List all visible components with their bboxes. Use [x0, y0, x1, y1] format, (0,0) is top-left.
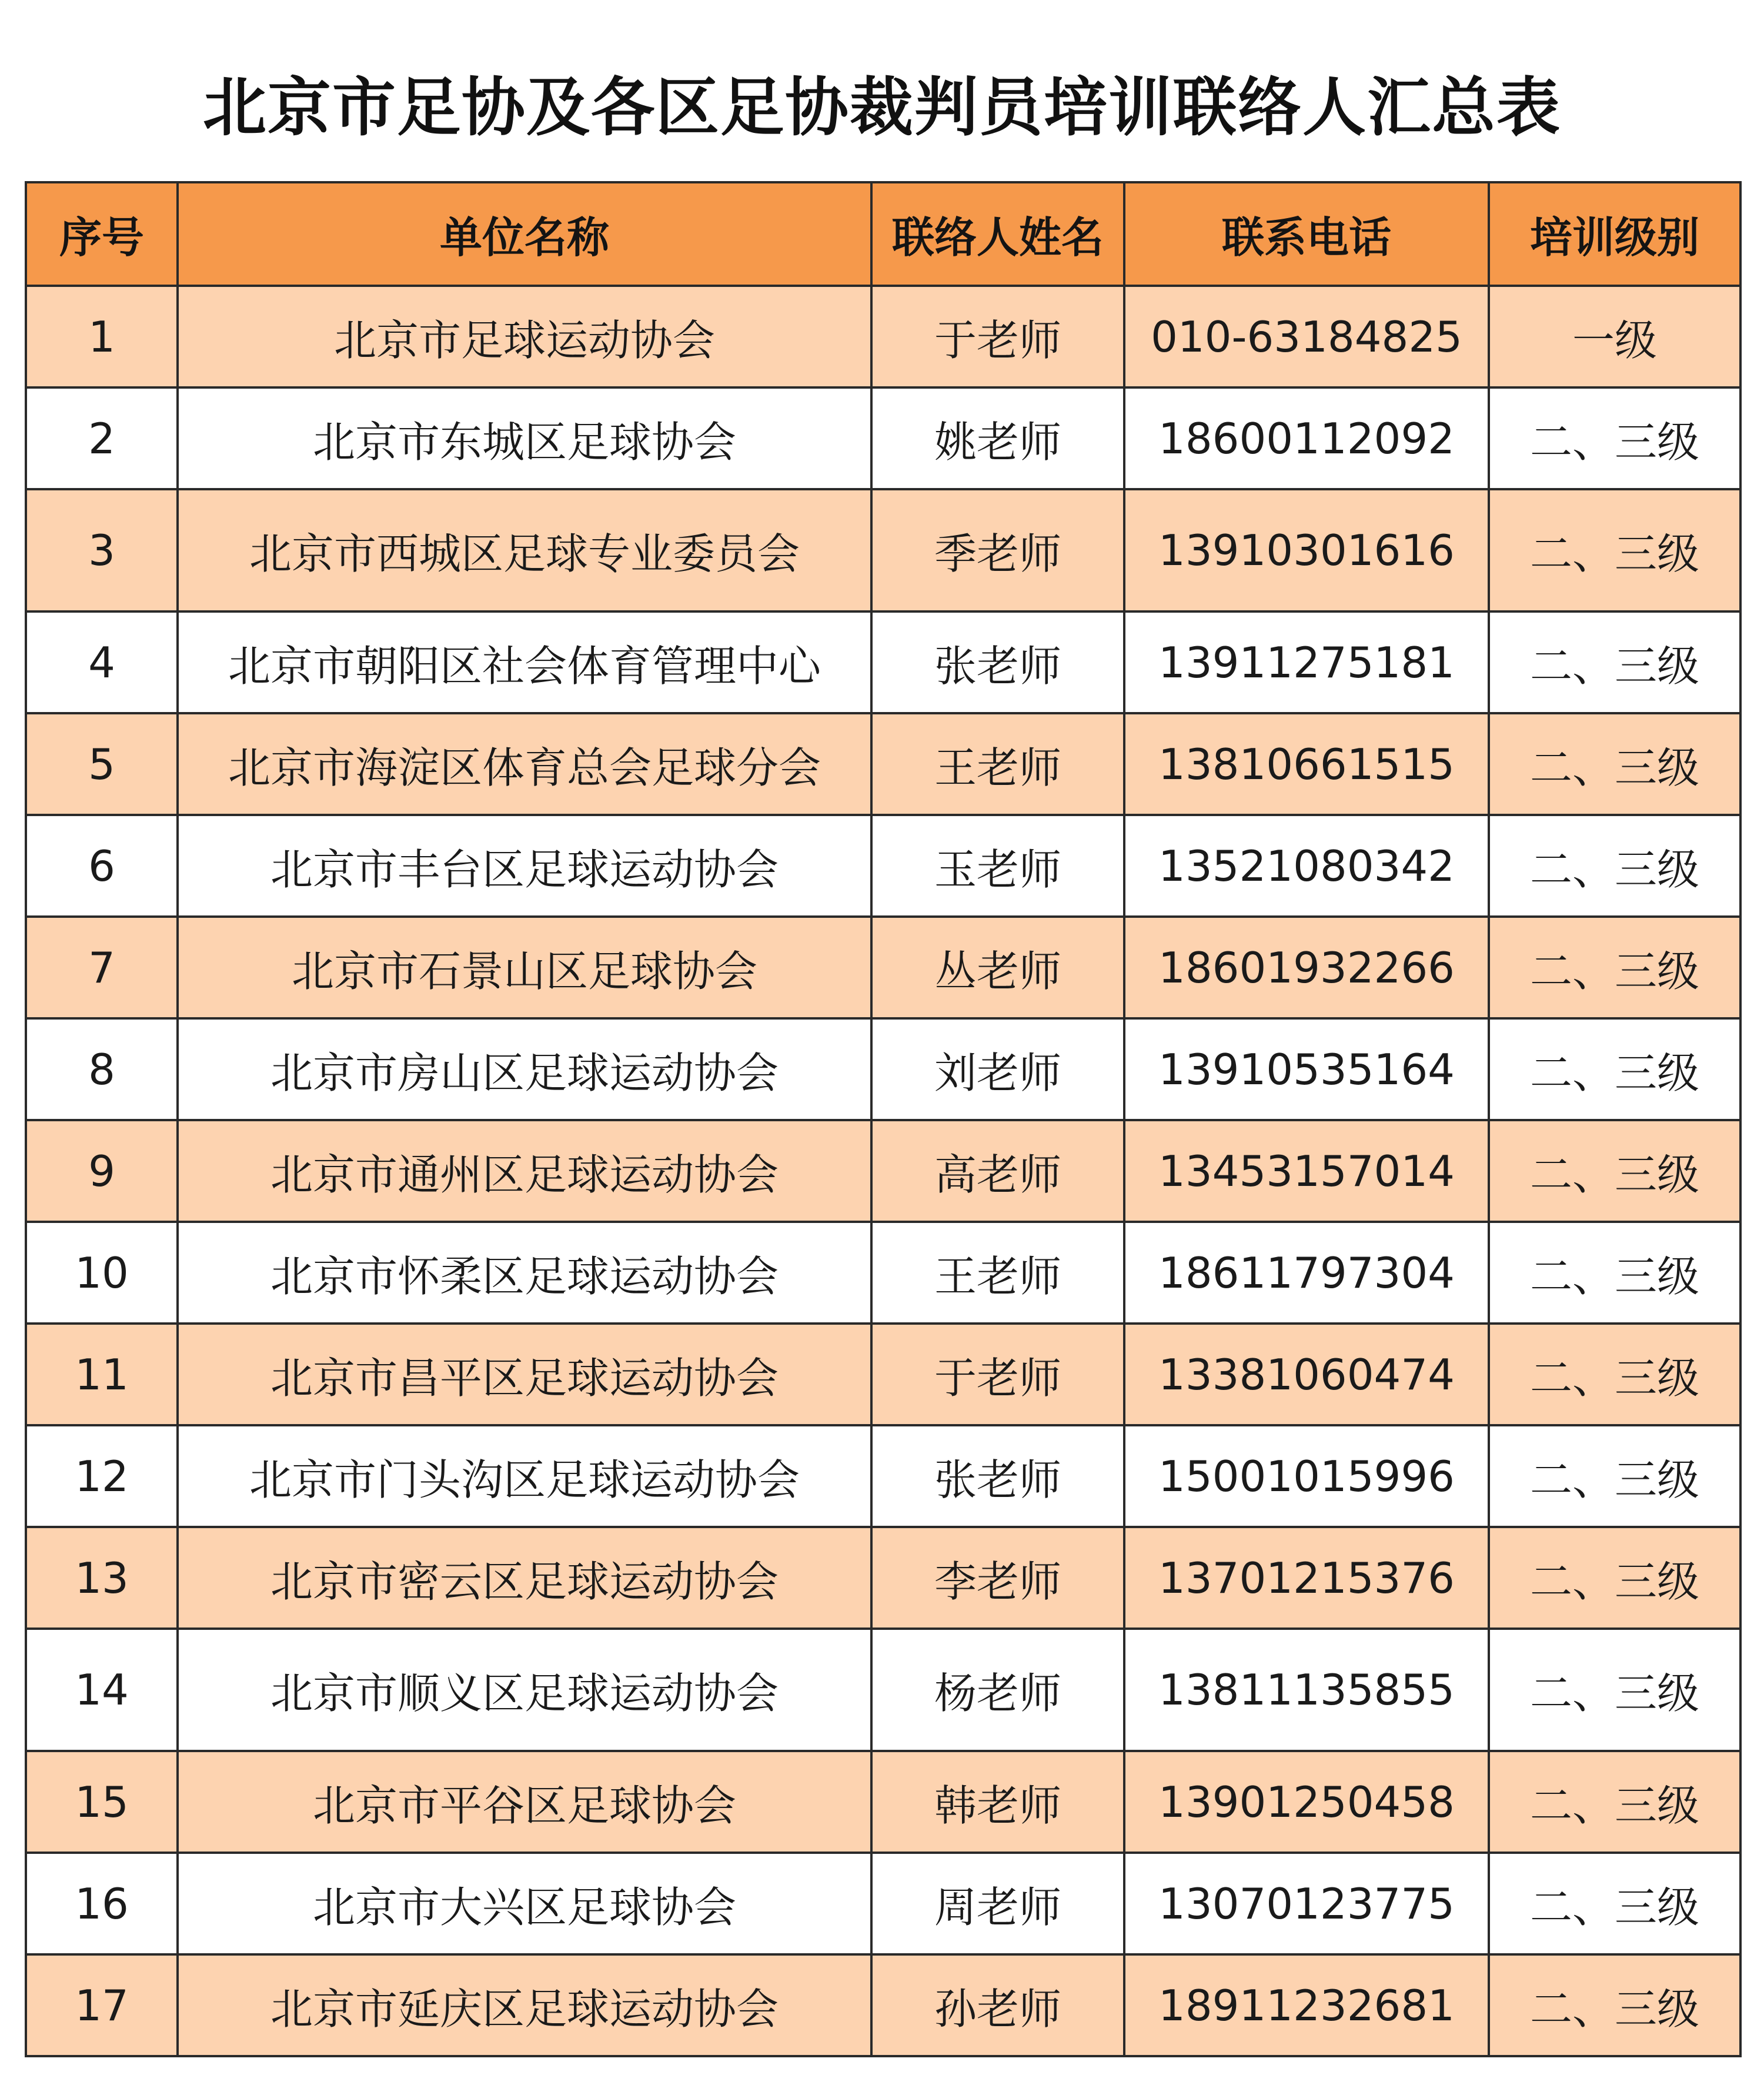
cell-unit: 北京市西城区足球专业委员会: [178, 489, 871, 611]
cell-contact: 王老师: [871, 1222, 1124, 1324]
cell-contact: 高老师: [871, 1120, 1124, 1222]
cell-index: 16: [26, 1853, 178, 1954]
cell-unit: 北京市石景山区足球协会: [178, 917, 871, 1018]
cell-phone: 18911232681: [1124, 1954, 1489, 2056]
cell-unit: 北京市足球运动协会: [178, 286, 871, 387]
cell-phone: 13701215376: [1124, 1527, 1489, 1629]
cell-level: 二、三级: [1489, 1629, 1740, 1751]
table-row: [26, 1324, 1740, 1425]
cell-phone: 13453157014: [1124, 1120, 1489, 1222]
cell-phone: 13910301616: [1124, 489, 1489, 611]
cell-index: 1: [26, 286, 178, 387]
table-row: [26, 815, 1740, 917]
cell-contact: 丛老师: [871, 917, 1124, 1018]
cell-contact: 李老师: [871, 1527, 1124, 1629]
cell-unit: 北京市门头沟区足球运动协会: [178, 1425, 871, 1527]
cell-contact: 刘老师: [871, 1018, 1124, 1120]
cell-phone: 13381060474: [1124, 1324, 1489, 1425]
cell-contact: 周老师: [871, 1853, 1124, 1954]
header-contact: 联络人姓名: [871, 182, 1124, 286]
header-unit: 单位名称: [178, 182, 871, 286]
cell-index: 5: [26, 713, 178, 815]
cell-unit: 北京市平谷区足球协会: [178, 1751, 871, 1853]
cell-level: 二、三级: [1489, 1954, 1740, 2056]
cell-index: 17: [26, 1954, 178, 2056]
table-header-row: [26, 182, 1740, 286]
cell-contact: 姚老师: [871, 387, 1124, 489]
cell-level: 二、三级: [1489, 1527, 1740, 1629]
cell-unit: 北京市延庆区足球运动协会: [178, 1954, 871, 2056]
cell-level: 二、三级: [1489, 1324, 1740, 1425]
table-row: [26, 917, 1740, 1018]
cell-unit: 北京市丰台区足球运动协会: [178, 815, 871, 917]
cell-contact: 王老师: [871, 713, 1124, 815]
table-row: [26, 1222, 1740, 1324]
table-row: [26, 387, 1740, 489]
cell-phone: 010-63184825: [1124, 286, 1489, 387]
cell-phone: 13910535164: [1124, 1018, 1489, 1120]
table-row: [26, 286, 1740, 387]
cell-unit: 北京市昌平区足球运动协会: [178, 1324, 871, 1425]
cell-level: 二、三级: [1489, 917, 1740, 1018]
cell-level: 二、三级: [1489, 1018, 1740, 1120]
cell-level: 二、三级: [1489, 1120, 1740, 1222]
table-row: [26, 1527, 1740, 1629]
cell-phone: 13911275181: [1124, 611, 1489, 713]
cell-contact: 于老师: [871, 286, 1124, 387]
cell-unit: 北京市怀柔区足球运动协会: [178, 1222, 871, 1324]
cell-level: 一级: [1489, 286, 1740, 387]
cell-unit: 北京市大兴区足球协会: [178, 1853, 871, 1954]
cell-level: 二、三级: [1489, 1222, 1740, 1324]
cell-unit: 北京市东城区足球协会: [178, 387, 871, 489]
cell-unit: 北京市海淀区体育总会足球分会: [178, 713, 871, 815]
cell-index: 15: [26, 1751, 178, 1853]
cell-index: 12: [26, 1425, 178, 1527]
header-level: 培训级别: [1489, 182, 1740, 286]
cell-phone: 13070123775: [1124, 1853, 1489, 1954]
cell-level: 二、三级: [1489, 1853, 1740, 1954]
cell-phone: 15001015996: [1124, 1425, 1489, 1527]
table-row: [26, 611, 1740, 713]
table-row: [26, 1018, 1740, 1120]
cell-index: 6: [26, 815, 178, 917]
cell-unit: 北京市朝阳区社会体育管理中心: [178, 611, 871, 713]
cell-contact: 孙老师: [871, 1954, 1124, 2056]
cell-level: 二、三级: [1489, 713, 1740, 815]
cell-phone: 18611797304: [1124, 1222, 1489, 1324]
cell-phone: 13901250458: [1124, 1751, 1489, 1853]
cell-contact: 玉老师: [871, 815, 1124, 917]
cell-unit: 北京市通州区足球运动协会: [178, 1120, 871, 1222]
cell-index: 11: [26, 1324, 178, 1425]
cell-index: 10: [26, 1222, 178, 1324]
cell-index: 9: [26, 1120, 178, 1222]
cell-unit: 北京市顺义区足球运动协会: [178, 1629, 871, 1751]
cell-level: 二、三级: [1489, 387, 1740, 489]
table-row: [26, 1954, 1740, 2056]
cell-contact: 杨老师: [871, 1629, 1124, 1751]
cell-level: 二、三级: [1489, 1751, 1740, 1853]
cell-phone: 18601932266: [1124, 917, 1489, 1018]
contact-table: [25, 181, 1742, 2057]
table-row: [26, 1629, 1740, 1751]
cell-index: 13: [26, 1527, 178, 1629]
table-row: [26, 1853, 1740, 1954]
cell-unit: 北京市房山区足球运动协会: [178, 1018, 871, 1120]
cell-level: 二、三级: [1489, 489, 1740, 611]
cell-level: 二、三级: [1489, 1425, 1740, 1527]
table-row: [26, 713, 1740, 815]
cell-phone: 13521080342: [1124, 815, 1489, 917]
header-index: 序号: [26, 182, 178, 286]
cell-contact: 张老师: [871, 1425, 1124, 1527]
table-row: [26, 1120, 1740, 1222]
page-title: 北京市足协及各区足协裁判员培训联络人汇总表: [202, 71, 1561, 145]
cell-level: 二、三级: [1489, 815, 1740, 917]
cell-index: 3: [26, 489, 178, 611]
cell-phone: 18600112092: [1124, 387, 1489, 489]
table-row: [26, 1425, 1740, 1527]
cell-index: 7: [26, 917, 178, 1018]
cell-index: 14: [26, 1629, 178, 1751]
cell-contact: 韩老师: [871, 1751, 1124, 1853]
cell-unit: 北京市密云区足球运动协会: [178, 1527, 871, 1629]
cell-index: 2: [26, 387, 178, 489]
cell-contact: 于老师: [871, 1324, 1124, 1425]
table-row: [26, 1751, 1740, 1853]
header-phone: 联系电话: [1124, 182, 1489, 286]
cell-index: 4: [26, 611, 178, 713]
table-row: [26, 489, 1740, 611]
cell-level: 二、三级: [1489, 611, 1740, 713]
cell-phone: 13811135855: [1124, 1629, 1489, 1751]
cell-contact: 季老师: [871, 489, 1124, 611]
cell-index: 8: [26, 1018, 178, 1120]
cell-contact: 张老师: [871, 611, 1124, 713]
cell-phone: 13810661515: [1124, 713, 1489, 815]
